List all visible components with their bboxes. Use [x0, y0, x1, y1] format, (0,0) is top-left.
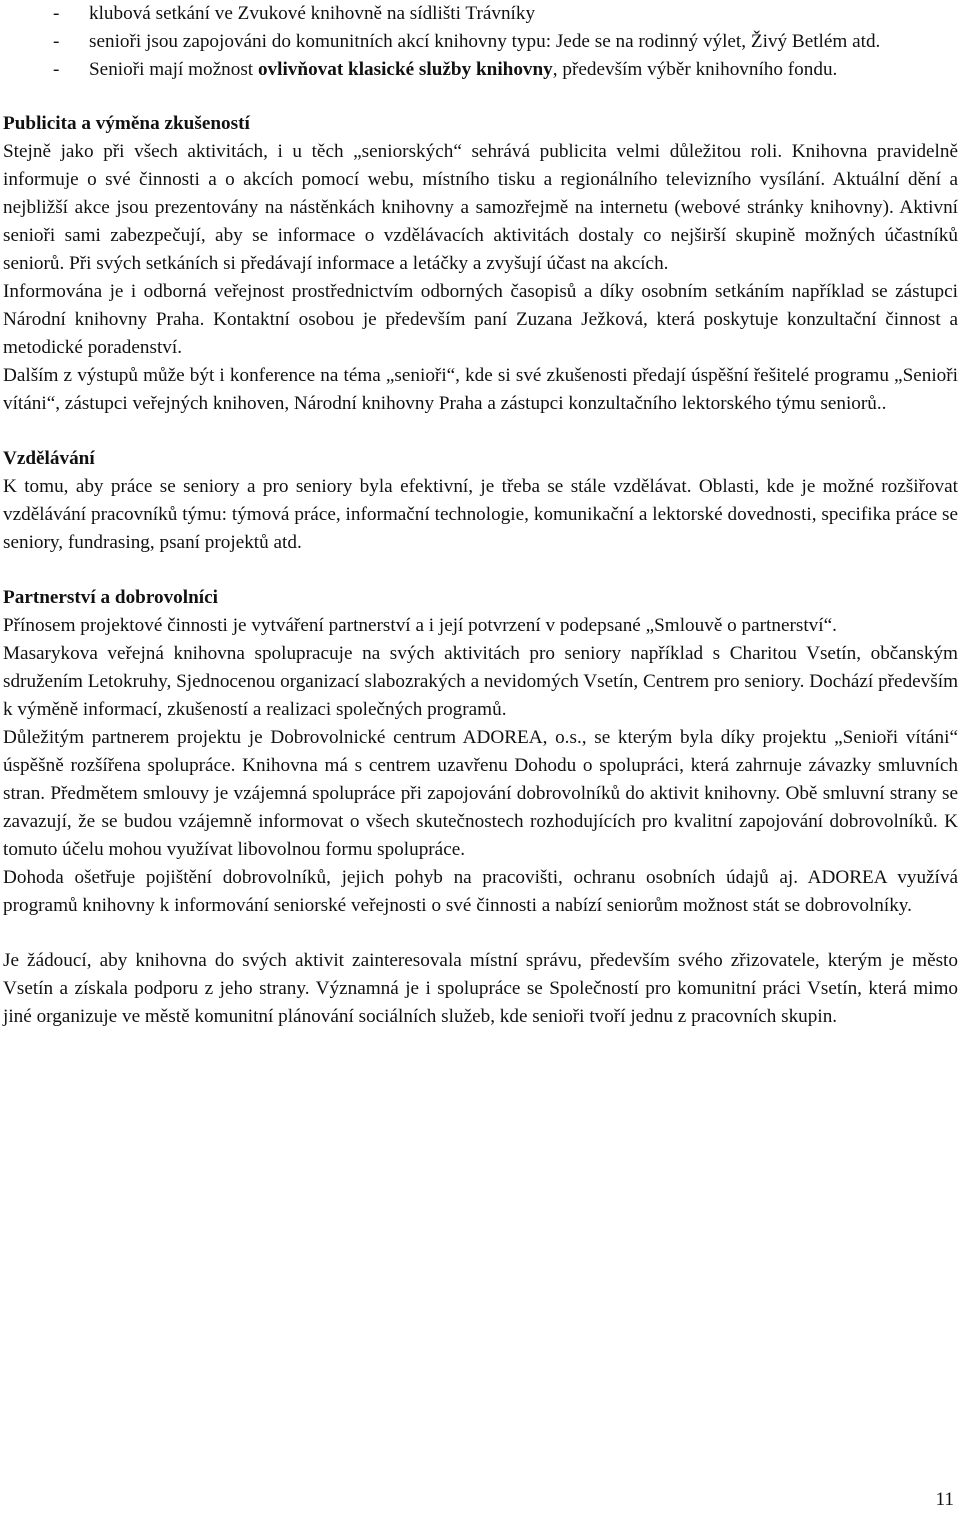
- bullet-text-bold: ovlivňovat klasické služby knihovny: [257, 59, 553, 80]
- paragraph-publicita-1: Stejně jako při všech aktivitách, i u těch „seniorských“ sehrává publicita velmi důležitou roli. Knihovna pravidelně informuje o své činnosti a o akcích pomocí webu, místního tisku a regionálního televizního vysílání. Aktuální dění a nejbližší akce jsou prezentovány na nástěnkách knihovny a samozřejmě na internetu (webové stránky knihovny). Aktivní senioři sami zabezpečují, aby se informace o vzdělávacích aktivitách dostaly co nejširší skupině možných účastníků seniorů. Při svých setkáních si předávají informace a letáčky a zvyšují účast na akcích.: [3, 141, 958, 274]
- paragraph-partnerstvi-4: Dohoda ošetřuje pojištění dobrovolníků, jejich pohyb na pracovišti, ochranu osobních údajů aj. ADOREA využívá programů knihovny k informování seniorské veřejnosti o své činnosti a nabízí seniorům možnost stát se dobrovolníky.: [3, 867, 958, 916]
- bullet-item: [3, 28, 958, 56]
- paragraph-closing: Je žádoucí, aby knihovna do svých aktivit zainteresovala místní správu, především svého zřizovatele, kterým je město Vsetín a získala podporu z jeho strany. Významná je i spolupráce se Společností pro komunitní práci Vsetín, která mimo jiné organizuje ve městě komunitní plánování sociálních služeb, kde senioři tvoří jednu z pracovních skupin.: [3, 950, 958, 1027]
- paragraph-partnerstvi-2: Masarykova veřejná knihovna spolupracuje na svých aktivitách pro seniory například s Charitou Vsetín, občanským sdružením Letokruhy, Sjednocenou organizací slabozrakých a nevidomých Vsetín, Centrem pro seniory. Dochází především k výměně informací, zkušeností a realizaci společných programů.: [3, 643, 958, 720]
- bullet-text: senioři jsou zapojováni do komunitních akcí knihovny typu: Jede se na rodinný výlet, Živý Betlém atd.: [89, 31, 881, 52]
- page-number: 11: [935, 1489, 954, 1510]
- bullet-text-post: , především výběr knihovního fondu.: [552, 59, 838, 80]
- bullet-text: [89, 56, 958, 84]
- bullet-item: [3, 56, 958, 84]
- bullet-list: [3, 0, 958, 84]
- section-heading-vzdelavani: Vzdělávání: [3, 448, 95, 469]
- bullet-text-pre: Senioři mají možnost: [89, 59, 258, 80]
- spacer: [3, 84, 958, 110]
- paragraph-vzdelavani: K tomu, aby práce se seniory a pro seniory byla efektivní, je třeba se stále vzdělávat. Oblasti, kde je možné rozšiřovat vzdělávání pracovníků týmu: týmová práce, informační technologie, komunikační a lektorské dovednosti, specifika práce se seniory, fundrasing, psaní projektů atd.: [3, 476, 958, 553]
- paragraph-publicita-3: Dalším z výstupů může být i konference na téma „senioři“, kde si své zkušenosti předají úspěšní řešitelé programu „Senioři vítáni“, zástupci veřejných knihoven, Národní knihovny Praha a zástupci konzultačního lektorského týmu seniorů..: [3, 365, 958, 414]
- spacer: [3, 418, 958, 445]
- paragraph-partnerstvi-1: Přínosem projektové činnosti je vytváření partnerství a i její potvrzení v podepsané „Smlouvě o partnerství“.: [3, 615, 837, 636]
- spacer: [3, 557, 958, 584]
- document-page: [3, 0, 958, 1031]
- paragraph-partnerstvi-3: Důležitým partnerem projektu je Dobrovolnické centrum ADOREA, o.s., se kterým byla díky projektu „Senioři vítáni“ úspěšně rozšířena spolupráce. Knihovna má s centrem uzavřenu Dohodu o spolupráci, která zahrnuje závazky smluvních stran. Předmětem smlouvy je vzájemná spolupráce při zapojování dobrovolníků do aktivit knihovny. Obě smluvní strany se zavazují, že se budou vzájemně informovat o všech skutečnostech rozhodujících pro kvalitní zapojování dobrovolníků. K tomuto účelu mohou využívat libovolnou formu spolupráce.: [3, 727, 958, 860]
- bullet-dash: -: [53, 3, 60, 24]
- paragraph-publicita-2: Informována je i odborná veřejnost prostřednictvím odborných časopisů a díky osobním setkáním například se zástupci Národní knihovny Praha. Kontaktní osobou je především paní Zuzana Ježková, která poskytuje konzultační činnost a metodické poradenství.: [3, 281, 958, 358]
- section-heading-partnerstvi: Partnerství a dobrovolníci: [3, 587, 218, 608]
- bullet-text: klubová setkání ve Zvukové knihovně na sídlišti Trávníky: [89, 3, 536, 24]
- bullet-dash: -: [53, 31, 60, 52]
- bullet-item: [3, 0, 958, 28]
- bullet-dash: -: [53, 59, 60, 80]
- section-heading-publicita: Publicita a výměna zkušeností: [3, 113, 250, 134]
- spacer: [3, 920, 958, 947]
